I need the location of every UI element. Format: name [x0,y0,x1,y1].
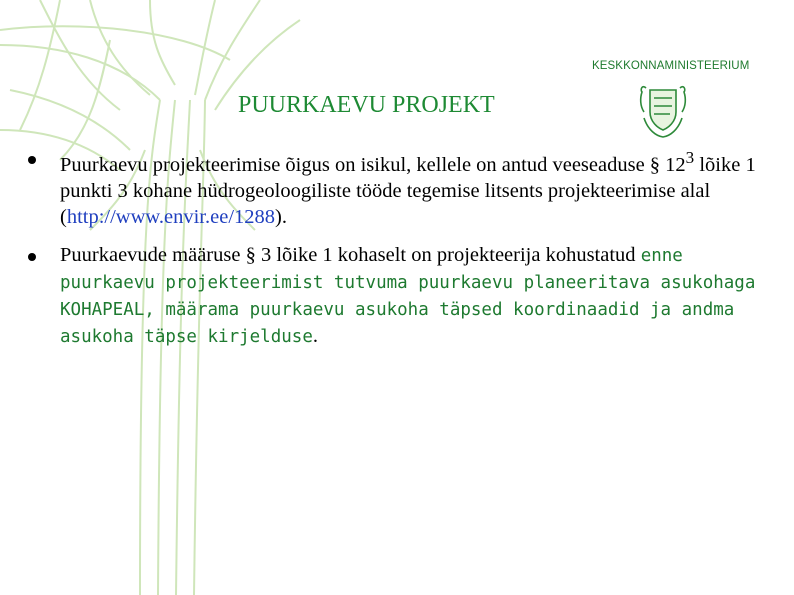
paragraph-text: ). [275,205,287,228]
bullet-marker [28,156,36,164]
emphasized-requirement-text: enne puurkaevu projekteerimist tutvuma puurkaevu planeeritava asukohaga KOHAPEAL, määrama puurkaevu asukoha täpsed koordinaadid ja andma asukoha täpse kirjelduse [60,246,756,347]
envir-link[interactable]: http://www.envir.ee/1288 [66,205,276,228]
paragraph-text: Puurkaevu projekteerimise õigus on isikul, kellele on antud veeseaduse § 12 [60,153,686,176]
bullet-marker [28,253,36,261]
coat-of-arms-icon [638,82,688,140]
bullet-paragraph-1 [60,145,760,230]
ministry-brand-label: KESKKONNAMINISTEERIUM [592,60,750,72]
page-title: PUURKAEVU PROJEKT [238,92,495,118]
bullet-paragraph-2 [60,242,760,350]
paragraph-text: Puurkaevude määruse § 3 lõike 1 kohaselt on projekteerija kohustatud [60,244,641,266]
paragraph-text: . [312,325,318,347]
superscript: 3 [685,148,695,167]
paragraph-text: lõike 1 punkti 3 kohane hüdrogeoloogiliste tööde tegemise litsents projekteerimise alal ( [60,153,756,228]
